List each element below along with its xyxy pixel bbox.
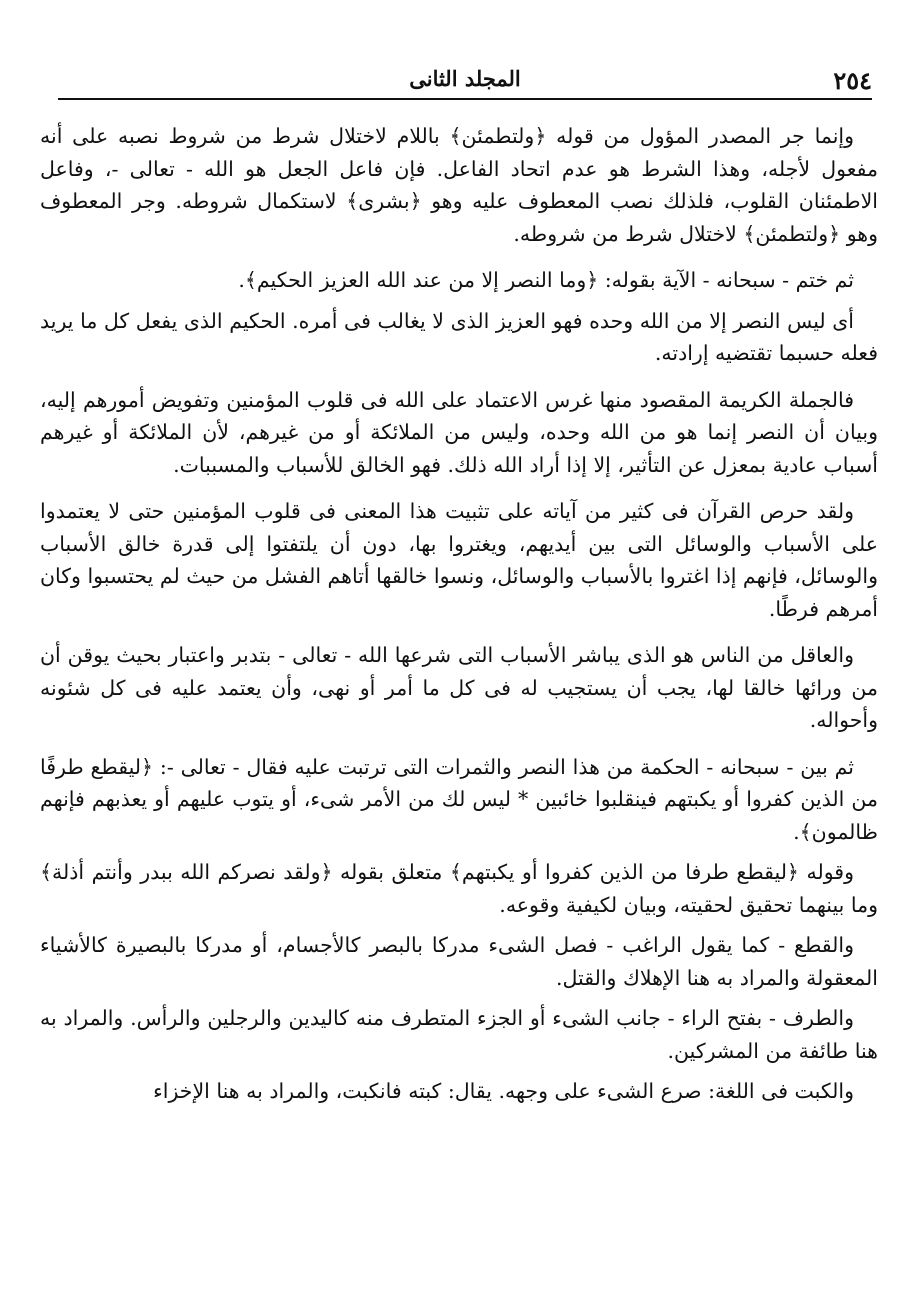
paragraph-8: وقوله ﴿ليقطع طرفا من الذين كفروا أو يكبتهم﴾ متعلق بقوله ﴿ولقد نصركم الله ببدر وأنتم أذلة﴾ وما بينهما تحقيق لحقيته، وبيان لكيفية وقوعه. <box>40 860 878 917</box>
running-title: المجلد الثانى <box>409 66 521 91</box>
paragraph-6: والعاقل من الناس هو الذى يباشر الأسباب التى شرعها الله - تعالى - بتدبر واعتبار بحيث يوقن أن من ورائها خالقا لها، يجب أن يستجيب له فى كل ما أمر أو نهى، وأن يعتمد عليه فى كل شئونه وأحواله. <box>40 643 878 732</box>
paragraph-2: ثم ختم - سبحانه - الآية بقوله: ﴿وما النصر إلا من عند الله العزيز الحكيم﴾. <box>238 268 854 292</box>
page-number: ٢٥٤ <box>833 66 872 95</box>
paragraph-10: والطرف - بفتح الراء - جانب الشىء أو الجزء المتطرف منه كاليدين والرجلين والرأس. والمراد به هنا طائفة من المشركين. <box>40 1006 878 1063</box>
paragraph-5: ولقد حرص القرآن فى كثير من آياته على تثبيت هذا المعنى فى قلوب المؤمنين حتى لا يعتمدوا على الأسباب والوسائل التى بين أيديهم، ويغتروا بها، دون أن يلتفتوا إلى قدرة خالق الأسباب والوسائل، فإنهم إذا اغتروا بالأسباب والوسائل، ونسوا خالقها أتاهم الفشل من حيث لم يحتسبوا وكان أمرهم فرطًا. <box>40 499 878 621</box>
paragraph-9: والقطع - كما يقول الراغب - فصل الشىء مدركا بالبصر كالأجسام، أو مدركا بالبصيرة كالأشياء المعقولة والمراد به هنا الإهلاك والقتل. <box>40 933 878 990</box>
page-header <box>58 58 872 100</box>
paragraph-1: وإنما جر المصدر المؤول من قوله ﴿ولتطمئن﴾ باللام لاختلال شرط من شروط نصبه على أنه مفعول لأجله، وهذا الشرط هو عدم اتحاد الفاعل. فإن فاعل الجعل هو الله - تعالى -، وفاعل الاطمئنان القلوب، فلذلك نصب المعطوف عليه وهو ﴿بشرى﴾ لاستكمال شروطه. وجر المعطوف وهو ﴿ولتطمئن﴾ لاختلال شرط من شروطه. <box>40 124 878 246</box>
paragraph-3: أى ليس النصر إلا من الله وحده فهو العزيز الذى لا يغالب فى أمره. الحكيم الذى يفعل كل ما يريد فعله حسبما تقتضيه إرادته. <box>40 308 878 365</box>
paragraph-7: ثم بين - سبحانه - الحكمة من هذا النصر والثمرات التى ترتبت عليه فقال - تعالى -: ﴿ليقطع طرفًا من الذين كفروا أو يكبتهم فينقلبوا خائبين * ليس لك من الأمر شىء، أو يتوب عليهم أو يعذبهم فإنهم ظالمون﴾. <box>40 754 878 844</box>
paragraph-4: فالجملة الكريمة المقصود منها غرس الاعتماد على الله فى قلوب المؤمنين وتفويض أمورهم إليه، وبيان أن النصر إنما هو من الله وحده، وليس من الملائكة أو من غيرهم، لأن الملائكة أو غيرهم أسباب عادية بمعزل عن التأثير، إلا إذا أراد الله ذلك. فهو الخالق للأسباب والمسببات. <box>40 387 878 477</box>
paragraph-11: والكبت فى اللغة: صرع الشىء على وجهه. يقال: كبته فانكبت، والمراد به هنا الإخزاء <box>153 1079 854 1103</box>
page-body <box>40 120 878 1116</box>
